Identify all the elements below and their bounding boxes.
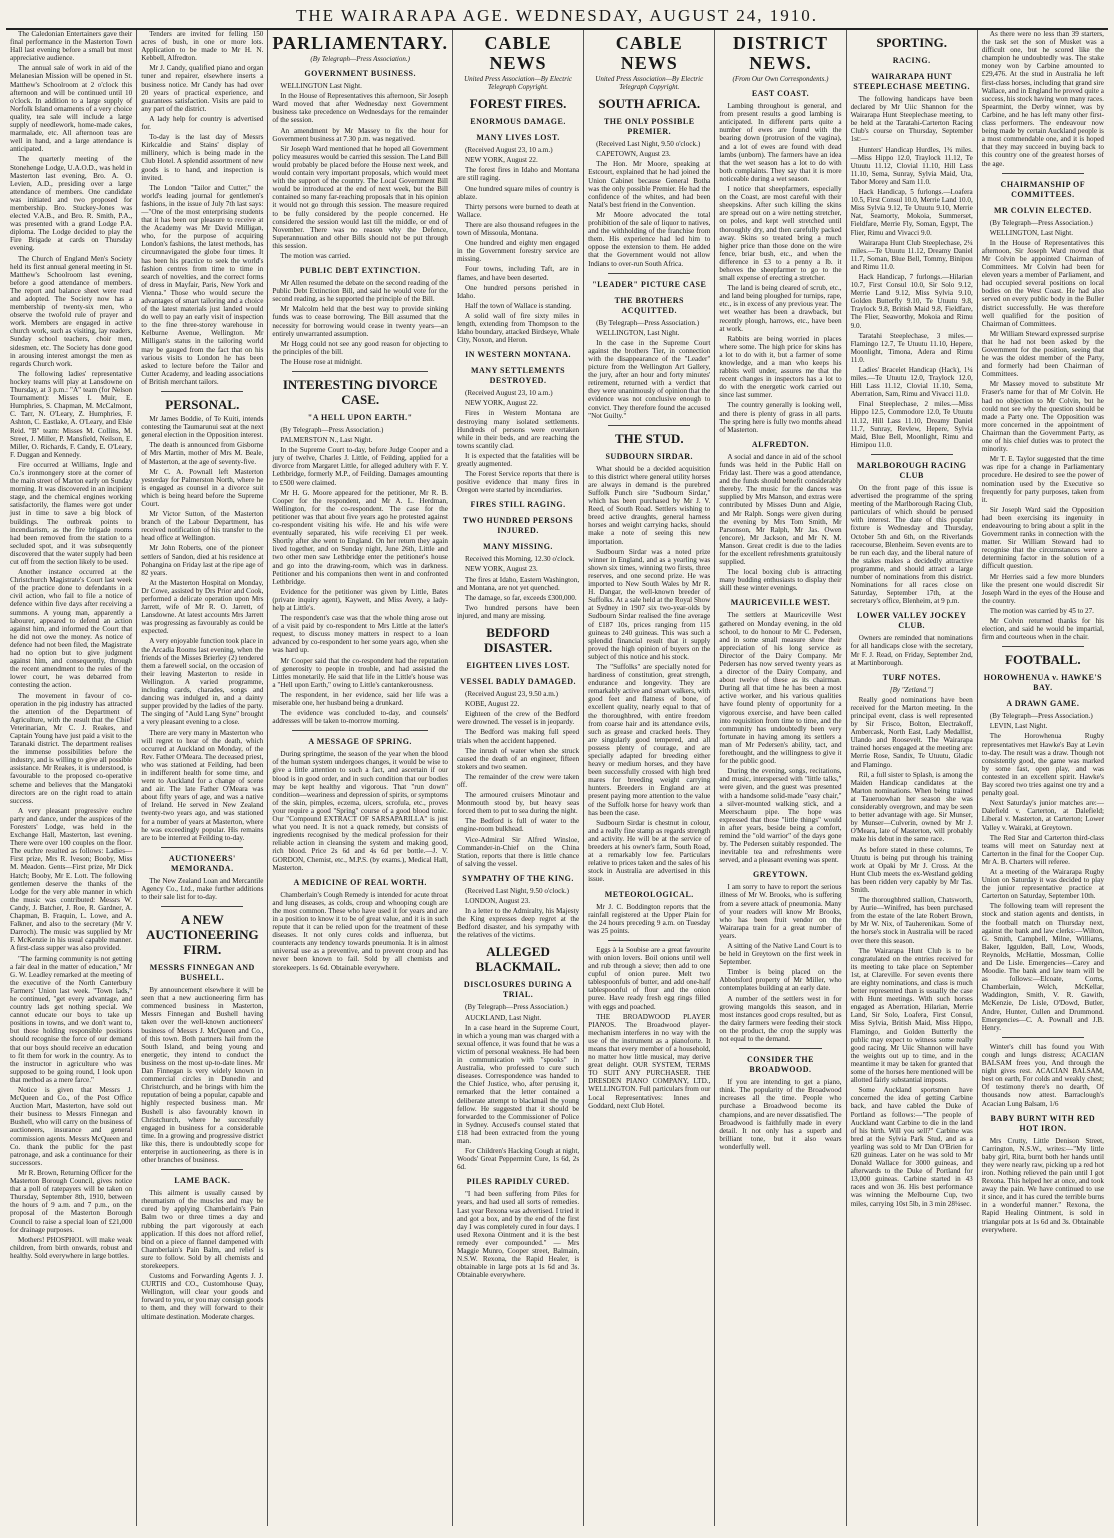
paragraph: This ailment is usually caused by rheumatism of the muscles and may be cured by applying Chamberlain's Pain Balm two or three times a day and rubbing the part vigorously at each application. If this does not afford relief, bind on a piece of flannel dampened with Chamberlain's Pain Balm, and relief is sure to follow. Sold by all chemists and storekeepers. [141, 1189, 264, 1270]
gov-heading: GOVERNMENT BUSINESS. [304, 69, 416, 79]
paragraph: NEW YORK, August 22. [464, 156, 538, 165]
lame-heading: LAME BACK. [174, 1176, 231, 1186]
marlborough-heading: MARLBOROUGH RACING CLUB [856, 460, 967, 480]
paragraph: A lady help for country is advertised for. [141, 114, 264, 132]
south-africa-paras [588, 140, 710, 267]
fire-heading: FOREST FIRES. [469, 96, 567, 112]
paragraph: Timber is being placed on the Abbotsford property of Mr Miller, who contemplates building at an early date. [719, 968, 842, 993]
stud-sub: SUDBOURN SIRDAR. [605, 451, 694, 461]
paragraph: Mr H. G. Moore appeared for the petitioner, Mr R. B. Cooper for the respondent, and Mr A. L. Herdman, Wellington, for the co-respondent. The case for the petitioner was that about five years ago he protested against co-respondent visiting his wife. He and his wife were eventually separated, his wife receiving £1 per week. Shortly after she went to England. On her return they again lived together, and on Sunday night, June 26th, Little and two other men saw Lethbridge enter the petitioner's house and go into the drawing-room, which was in darkness. Petitioner and his companions then went in and confronted Lethbridge. [272, 488, 448, 586]
paragraph: As there were no less than 39 starters, the task set the son of Musket was a difficult one, but he scored like the champion he undoubtedly was. The stake money won by Carbine amounted to £29,476. At the stud in Australia he left first-class horses, including that grand sire Wallace, and in England he proved quite a success, his stock having won many races. Spearmint, the Derby winner, was by Carbine, and he has left many other first-class performers. The endeavour now being made by certain Auckland people is a most commendable one, and it is hoped that they may succeed in buying back to this country one of the greatest horses of the age. [981, 30, 1104, 168]
paragraph: (By Telegraph—Press Association.) [989, 712, 1093, 721]
paragraph: (Received August 23, 9.50 a.m.) [464, 690, 558, 699]
stud-heading: THE STUD. [614, 430, 684, 446]
sympathy-paras [457, 887, 579, 940]
paragraph: The Hon. Mr Moore, speaking at Estcourt, explained that he had joined the Union Cabinet because General Botha was the only possible Premier. He had the confidence of the whites, and had been Natal's best friend in the Convention. [588, 160, 711, 209]
paragraph: Chamberlain's Cough Remedy is intended for acute throat and lung diseases, as colds, croup and whooping cough are the most common. These who have used it for years and are in a position to know it to be of great value, and it is in such repute that it can be relied upon for the treatment of these diseases. It not only cures colds and influenza, but counteracts any tendency towards pneumonia. It is in almost universal use as a preventive, and to prevent croup and has never been known to fail. Sold by all chemists and storekeepers. 1s 6d. Obtainable everywhere. [272, 890, 448, 972]
paragraph: Tenders are invited for felling 150 acres of bush, in one or more lots. Application to be made to Mr H. N. Kebbell, Alfredton. [141, 30, 264, 63]
column-3 [268, 30, 453, 1526]
lame-paras [141, 1189, 263, 1321]
paragraph: In a letter to the Admiralty, his Majesty the King expresses deep regret at the Bedford disaster, and his sympathy with the relatives of the victims. [456, 907, 580, 940]
paragraph: NEW YORK, August 23. [464, 565, 538, 574]
paragraph: The Caledonian Entertainers gave their final performance in the Masterton Town Hall last evening before a small but most appreciative audience. [10, 30, 133, 63]
hb-sub: A DRAWN GAME. [1006, 699, 1080, 709]
paragraph: One hundred persons perished in Idaho. [456, 283, 580, 300]
paragraph: Mr John Roberts, one of the pioneer settlers of Sandon, died at his residence at Pohangina on Friday last at the ripe age of 82 years. [141, 544, 264, 577]
paragraph: At the Masterton Hospital on Monday, Dr Cowe, assisted by Drs Prior and Cook, performed a delicate operation upon Mrs Jarrett, wife of Mr R. O. Jarrett, of Lansdowne. At latest accounts Mrs Jarrett was progressing as favourably as could be expected. [141, 578, 264, 636]
debt-heading: PUBLIC DEBT EXTINCTION. [299, 266, 421, 276]
leader-paras [588, 319, 710, 420]
paragraph: Fire occurred at Williams, Ingle and Co.'s ironmongery store at the corner of the main street of Marton early on Sunday morning. It was discovered in an incipient stage, and the chemical engines working satisfactorily, the flames were got under just in time to save a big block of buildings. The outbreak points to incendiarism, as the fire brigade rooms had been removed from the station to a secluded spot, and it was subsequently discovered that the water supply had been cut off from the section likely to be used. [10, 460, 133, 566]
col5-ads [588, 946, 710, 1110]
paragraph: A number of the settlers west in for growing mangolds this season, and in most instances good crops resulted, but as the dairy farmers were feeding their stock on the product, the crop the supply was not equal to the demand. [719, 994, 842, 1044]
paragraph: (Received Last Night, 9.50 o'clock.) [596, 140, 701, 149]
paragraph: Another instance occurred at the Christchurch Magistrate's Court last week of the practice done to defendants in a civil action, who fail to file a notice of defence within five days after receiving a summons. A young man, apparently a labourer, appeared to defend an action against him, and informed the Court that he did not owe the money. As notice of defence had not been filed, the Magistrate had no option but to give judgment against him, and consequently, through the recent amendment to the rules of the lower court, he was debarred from contesting the action. [10, 568, 133, 690]
montana-sub: MANY SETTLEMENTS DESTROYED. [470, 366, 566, 386]
paragraph: LEVIN, Last Night. [989, 722, 1048, 731]
paragraph: The "Suffolks" are specially noted for hardiness of constitution, great strength, endurance and longevity. They are remarkably active and smart walkers, with good feet and flatness of bone, of excellent quality, nearly equal to that of the thoroughbred, with entire freedom from coarse hair and its attendance evils, such as grease and cracked heels. They are singularly good tempered, and all possess plenty of courage, and are specially adapted for breeding either heavy or medium horses, and they have been successfully crossed with high bred mares for breeding weight carrying hunters. Breeders in England are at present paying more attention to the value of the Suffolk horse for heavy work than has been the case. [588, 662, 711, 817]
football-heading: FOOTBALL. [1005, 652, 1081, 668]
paragraph: The country generally is looking well, and there is plenty of grass in all parts. The spring here is fully two months ahead of Masterton. [719, 401, 842, 434]
turf-paras [851, 696, 973, 1208]
paragraph: A social and dance in aid of the school funds was held in the Public Hall on Friday last. There was a good attendance, and the funds should benefit considerably thereby. The music for the dances was supplied by Mrs Manson, and extras were contributed by Misses Dunn and Algie, and Mr Ralph. Songs were given during the evening by Mrs Tom Smith, Mr Parsonson, Mr Ralph, Mr Jas. Owen (encore), Mr Jackson, and Mr N. M. Manson. Great credit is due to the ladies for the excellent refreshments gratuitously supplied. [719, 452, 842, 567]
heal-paras [272, 891, 448, 972]
paragraph: In the House of Representatives this afternoon, Sir Joseph Ward moved that after Wednesday next Government business take precedence on Wednesdays for the remainder of the session. [272, 92, 448, 125]
paragraph: Half the town of Wallace is standing. [464, 301, 572, 310]
paragraph: Mr Moore advocated the total prohibition of the sale of liquor to natives, and the withholding of the franchise from them. His experience had led him to oppose the extension to them. He added that the Government would not allow Indians to over-run South Africa. [588, 210, 711, 268]
paragraph: There are also thousand refugees in the town of Missoula, Montana. [456, 220, 580, 238]
paragraph: The Bedford was making full speed trials when the accident happened. [456, 728, 580, 745]
paragraph: Notice is given that Messrs J. McQueen and Co., of the Post Office Auction Mart, Masterton, have sold out their business to Messrs Finnegan and Bushell, who will carry on the business of auctioneers, insurance and general commission agents. Messrs McQueen and Co. thank the public for the past patronage, and ask a continuance for their successors. [10, 1086, 133, 1167]
paragraph: A solid wall of fire sixty miles in length, extending from Thompson to the Idaho boundary, attacked Birdseye, Whale City, Noxon, and Heron. [456, 311, 580, 345]
sporting-heading: SPORTING. [876, 35, 948, 50]
blackmail-sub: DISCLOSURES DURING A TRIAL. [463, 980, 573, 1000]
paragraph: One hundred and eighty men engaged in the Government forestry service are missing. [456, 239, 580, 264]
district-news-heading: DISTRICT NEWS. [732, 33, 828, 73]
marlborough-paras [851, 484, 973, 605]
column-2 [137, 30, 268, 1526]
parliamentary-heading: PARLIAMENTARY. [272, 33, 448, 53]
baby-paras [982, 1137, 1104, 1234]
paragraph: Really good nominations have been received for the Marton meeting. In the principal event, class is well represented by Sir Frisco, Bolton, Electrakoff, Ambercask, North East, Lady Medallist, Ulando and Roosevelt. The Wairarapa trained horses engaged at the meeting are: Merrie Rose, Sandix, Te Utuutu, Gladic and Flamingo. [850, 695, 973, 769]
paragraph: Mr Massey moved to substitute Mr Fraser's name for that of Mr Colvin. He had no objection to Mr Colvin, but he could not see why the question should be made a Party one. The Opposition was more concerned in the appointment of Chairman than the Government Party, as one of his chief duties was to protect the minority. [981, 380, 1104, 454]
paragraph: WELLINGTON, Last Night. [989, 228, 1074, 237]
cable-news-heading: CABLE NEWS [484, 33, 552, 73]
greytown-paras [719, 883, 841, 1043]
paragraph: What should be a decided acquisition to this district where general utility horses are always in demand is the purebred Suffolk Punch sire "Sudbourn Sirdar," which has been purchased by Mr J. V. Reed, of South Road. Settlers wishing to breed active draughts, general harness horses and weight carrying hacks, should make a note of seeing this new importation. [588, 464, 711, 546]
paragraph: Mr Cooper said that the co-respondent had the reputation of generosity to people in trouble, and had assisted the Littles monetarily. He said that life in the Little's house was a "Hell upon Earth," owing to Little's cantankerousness. [272, 656, 448, 689]
paragraph: The damage, so far, exceeds £300,000. [464, 593, 577, 602]
leader-sub: THE BROTHERS ACQUITTED. [614, 295, 684, 315]
paragraph: The settlers at Mauriceville West gathered on Monday evening, in the old school, to do honour to Mr C. Pedersen, and in some small measure show their appreciation of his long service as Director of the Dairy Company. Mr Pedersen has now served twenty years as a director of the Dairy Company, and about twelve of these as its chairman. During all that time he has been a most active worker, and his various qualities have found plenty of opportunity for a vigorous exercise, and have been called into requisition from time to time, and the community has undoubtedly been very fortunate in having among its settlers a man of Mr Pedersen's ability, tact, and forethought, and the willingness to give it for the public good. [719, 611, 842, 766]
paragraph: If you are intending to get a piano, think. The popularity of the Broadwood increases all the time. People who purchase a Broadwood become its champions, and are never dissatisfied. The Broadwood is faithfully made in every detail. It not only has a superb and brilliant tone, but it also wears wonderfully well. [719, 1078, 842, 1151]
parliamentary-sub: (By Telegraph—Press Association.) [310, 55, 410, 63]
paragraph: Mr Allen resumed the debate on the second reading of the Public Debt Extinction Bill, and said he would vote for the second reading, as he supported the principle of the Bill. [272, 279, 448, 304]
divorce-sub: "A HELL UPON EARTH." [307, 413, 413, 422]
paragraph: Mr Herries said a few more blunders like the present one would discredit Sir Joseph Ward in the eyes of the House and the country. [981, 572, 1104, 605]
paragraph: A very pleasant progressive euchre party and dance, under the auspices of the Foresters' Lodge, was held in the Exchange Hall, Masterton, last evening. There were over 100 couples on the floor. The euchre resulted as follows: Ladies—First prize, Mrs R. Iveson; Booby, Miss M. Meadon. Gents—First prize, Mr Dick Hatch; Booby, Mr E. Lott. The following gentlemen deserve the thanks of the Lodge for the very able manner in which the music was contributed: Messrs W. Candy, J. Batcher, J. Roe, R. Gardner, A. Chapman, B. Fraquin, L. Lowe, and A. Falkner, and also to the secretary (Mr V. Darroch). The music was supplied by Mr F. McKenzie in his usual capable manner. A first-class supper was also provided. [10, 806, 133, 953]
paragraph: Lambing throughout is general, and from present results a good lambing is anticipated. In different parts quite a number of ewes are found with the bearing down (protrusion of the vagina), and a lot of ewes are found with dead lambs (unborn). The farmers have an idea that the wet season has a lot to do with both complaints. They say that it is more noticeable during a wet season. [719, 102, 842, 183]
paragraph: Fires in Western Montana are destroying many isolated settlements. Hundreds of persons were overtaken while in their beds, and are reaching the towns scantily clad. [456, 409, 580, 450]
paragraph: Ladies' Bracelet Handicap (Hack), 1¼ miles.—Te Utuutu 12.0, Traylock 12.0, Hill Lass 11.12, Clovial 11.10, Sema, Aberration, Sam, Rimu and Vivacci 11.0. [850, 366, 973, 399]
paragraph: Mr Hogg could not see any good reason for objecting to the principles of the bill. [272, 339, 448, 356]
paragraph: Customs and Forwarding Agents J. J. CURTIS and CO., Customhouse Quay, Wellington, will clear your goods and forward to you, or you may consign goods to them, and they will forward to their ultimate destination. Moderate charges. [141, 1272, 264, 1321]
still-heading: FIRES STILL RAGING. [470, 500, 566, 510]
paragraph: The local boxing club is attracting many budding enthusiasts to display their skill these winter evenings. [719, 568, 842, 593]
still-sub2: MANY MISSING. [483, 542, 553, 552]
column-5 [584, 30, 715, 1526]
paragraph: Mr J. C. Boddington reports that the rainfall registered at the Upper Plain for the 24 hours preceding 9 a.m. on Tuesday was 25 points. [588, 902, 711, 935]
paragraph: WELLINGTON, Last Night. [596, 328, 680, 337]
bedford-heading: BEDFORD DISASTER. [483, 625, 553, 656]
paragraph: Mr Victor Sutton, of the Masterton branch of the Labour Department, has received notification of his transfer to the head office at Wellington. [141, 510, 264, 543]
east-coast-paras [719, 102, 841, 434]
east-coast-heading: EAST COAST. [751, 89, 810, 99]
paragraph: Two hundred persons have been injured, and many are missing. [456, 603, 580, 620]
paragraph: WELLINGTON Last Night. [280, 82, 362, 91]
paragraph: Sudbourn Sirdar is chestnut in colour, and a really fine stamp as regards strength and activity. He will be at the service of breeders at his owner's farm, South Road, at a remarkably low fee. Particulars relative to prices taken and the sales of his stock in Australia are advertised in this issue. [588, 818, 711, 884]
paragraph: AUCKLAND, Last Night. [464, 1013, 542, 1022]
paragraph: Mr J. Candy, qualified piano and organ tuner and repairer, elsewhere inserts a business notice. Mr Candy has had over 20 years of practical experience, and guarantees satisfaction. Visits are paid to any part of the district. [141, 64, 264, 113]
piles-paras [457, 1190, 579, 1279]
column-4 [453, 30, 584, 1526]
paragraph: Mr Colvin returned thanks for his election, and said he would be impartial, firm and courteous when in the chair. [981, 617, 1104, 642]
paragraph: Rabbits are being worried in places where some. The high price for skins has a lot to do with it, but a farmer of some knowledge, and a man who keeps his rabbits well under, assures me that the recent changes in inspectors has a lot to do with the energetic work carried out since last summer. [719, 334, 842, 400]
blackmail-paras [457, 1003, 579, 1171]
paragraph: The London "Tailor and Cutter," the world's leading journal for gentlemen's fashions, in the issue of July 7th last says:—"One of the most enterprising students that it has been our pleasure to receive at the Academy was Mr David Milligan, who, for the purpose of acquiring London's fashions, the latest methods, has circumnavigated the globe four times. It has been his practice to seek the world's fashion centres from time to time in search of novelties, and the correct forms of dress in Mayfair, Paris, New York and Vienna." Those who would secure the advantages of smart tailoring and a choice of the latest materials just landed would do well to pay an early visit of inspection to the fine three-storey warehouse in Kelburne Avenue, Wellington. Mr Milligan's status in the tailoring world may be gauged from the fact that on his various visits to London he has been asked to lecture before the Tailor and Cutter Academy, and leading associations of British merchant tailors. [141, 183, 264, 386]
paragraph: Some Auckland sportsmen have concerned the idea of getting Carbine back, and have cabled the Duke of Portland as follows:—"The people of Auckland want Carbine to die in the land of his birth. Will you sell?" Carbine was bred at the Sylvia Park Stud, and as a yearling was sold to Mr Dan O'Brien for 620 guineas. Later on he was sold to Mr Donald Wallace for 3000 guineas, and afterwards to the Duke of Portland for 13,000 guineas. Carbine started in 43 races and won 36. His best performance was winning the Melbourne Cup, two miles, carrying 10st 5lb, in 3 min 28¼sec. [850, 1086, 973, 1208]
still-paras [457, 555, 579, 620]
paragraph: Sir Joseph Ward mentioned that he hoped all Government policy measures would be carried this session. The Land Bill would probably be placed before the House next week, and would contain very important proposals, which would meet with the support of the country. The Local Government Bill would be introduced at the end of next week, but the Bill contained so many far-reaching proposals that in his opinion it would not go through this session. The measure required to be fully considered by the people concerned. He considered the session would last till the middle, or end of November. There was no reason why the Defence, Superannuation and other Bills should not be put through this session. [272, 144, 448, 250]
paragraph: Mrs Crutty, Little Denison Street, Carrington, N.S.W., writes:—"My little baby girl, Rita, burnt both her hands until they were nearly raw, picking up a red hot iron. Nothing relieved the pain until I got Rexona. This helped her at once, and took away the pain. We have continued to use it since, and it has cured the terrible burns in a wonderful manner." Rexona, the Rapid Healing Ointment, is sold in triangular pots at 1s 6d and 3s. Obtainable everywhere. [981, 1136, 1104, 1234]
paragraph: The fires at Idaho, Eastern Washington, and Montana, are not yet quenched. [456, 575, 580, 592]
south-africa-heading: SOUTH AFRICA. [598, 96, 701, 112]
cable-news-sub: United Press Association—By Electric Telegraph Copyright. [464, 75, 572, 92]
paragraph: LONDON, August 23. [464, 897, 531, 905]
paragraph: The following ladies' representative hockey teams will play at Lansdowne on Thursday, at 3 p.m.: "A" team (for Nelson Tournament): Misses I. Muir, E. Humphries, S. Chapman, M. McCalmont, C. Tarr, N. O'Leary, Z. Humphries, F. Ashton, C. Eastlake, A. O'Leary, and Elsie Reid. "B" team: Misses M. Collins, M. Street, J. Miller, P. Mansfield, Neilson, E. Miller, O. Richards, F. Candy, E. O'Leary, F. Duggan and Kennedy. [10, 369, 133, 459]
paragraph: The Forest Service reports that there is positive evidence that many fires in Oregon were started by incendiaries. [456, 470, 580, 495]
chair-sub: MR COLVIN ELECTED. [993, 205, 1092, 215]
paragraph: The movement in favour of co-operation in the pig industry has attracted the attention of the Department of Agriculture, with the result that the Chief Veterinarian, Mr C. J. Reakes, and Captain Young have just paid a visit to the Taranaki district. The department realises the immense possibilities before the industry, and is willing to give all possible assistance. Mr Reakes, it is understood, is favourable to the proposed co-operative scheme and believes that the Mangatoki directors are on the right road to attain success. [10, 691, 133, 805]
paragraph: Vice-Admiral Sir Alfred Winsloe, Commander-in-Chief on the China Station, reports that there is little chance of salving the vessel. [456, 835, 580, 868]
paragraph: PALMERSTON N., Last Night. [280, 436, 373, 445]
paragraph: Next Saturday's junior matches are:—Dalefield v. Carterton, at Dalefield; Liberal v. Masterton, at Carterton; Lower Valley v. Wairaki, at Greytown. [981, 799, 1104, 832]
paragraph: Eighteen of the crew of the Bedford were drowned. The vessel is in jeopardy. [456, 710, 580, 727]
auct-paras [141, 877, 263, 901]
montana-paras [457, 389, 579, 494]
hb-paras [982, 712, 1104, 1032]
cable-news-heading-2: CABLE NEWS [615, 33, 683, 73]
paragraph: (By Telegraph—Press Association.) [464, 1003, 568, 1012]
hb-heading: HOROWHENUA v. HAWKE'S BAY. [983, 673, 1103, 693]
paragraph: The following handicaps have been declared by Mr Uiic Shannon for the Wairarapa Hunt Steeplechase meeting, to be held at the Taratahi-Carterton Racing Club's course on Thursday, September 1st:— [850, 95, 973, 144]
paragraph: In a case heard in the Supreme Court, in which a young man was charged with a sexual offence, it was found that he was a victim of personal weakness. He had been in communication with "spooks" in Australia, who professed to cure such diseases. Correspondence was handed to the Chief Justice, who, after perusing it, remarked that the letter contained a deliberate attempt to blackmail the young fellow. He suggested that it should be forwarded to the Commissioner of Police in Sydney. Accused's counsel stated that £18 had been extracted from the young man. [456, 1023, 580, 1145]
cable-news-sub-2: United Press Association—By Electric Telegraph Copyright. [595, 75, 704, 92]
column-1 [6, 30, 137, 1526]
racing-heading: RACING. [892, 56, 931, 65]
debt-paras [272, 279, 448, 366]
col1-paras [10, 30, 132, 1260]
mauriceville-paras [719, 611, 841, 864]
paragraph: An amendment by Mr Massey to fix the hour for Government business at 7.30 p.m. was negatived. [272, 126, 448, 143]
baby-heading: BABY BURNT WITH RED HOT IRON. [990, 1113, 1096, 1133]
paragraph: THE BROADWOOD PLAYER PIANOS. The Broadwood player-mechanism interferes in no way with the use of the instrument as a pianoforte. It means that every member of a household, no matter how little musical, may derive great delight. OUR SYSTEM, TERMS TO SUIT ANY PURCHASER. THE DRESDEN PIANO COMPANY, LTD., WELLINGTON. Full particulars from our Local Representatives: Innes and Goddard, next Club Hotel. [588, 1012, 711, 1110]
still-sub: TWO HUNDRED PERSONS INJURED. [462, 516, 574, 536]
personal-heading: PERSONAL. [165, 397, 240, 413]
paragraph: The remainder of the crew were taken off. [456, 772, 580, 789]
paragraph: As before stated in these columns, Te Utuutu is being put through his training work at Opaki by Mr J. Cross. At the Hunt Club meets the ex-Westland gelding has been ridden very capably by Mr Tas. Smith. [850, 845, 973, 894]
paragraph: (By Telegraph—Press Association.) [280, 426, 384, 434]
paragraph: In the House of Representatives this afternoon, Sir Joseph Ward moved that Mr Colvin be appointed Chairman of Committees. Mr Colvin had been for eleven years a member of Parliament, and had occupied several positions on local bodies on the West Coast. He had also served on every public body in the Buller district successfully. He was therefore well qualified for the position of Chairman of Committees. [981, 238, 1104, 328]
greytown-heading: GREYTOWN. [753, 870, 808, 880]
paragraph: The annual sale of work in aid of the Melanesian Mission will be opened in St. Matthew's Schoolroom at 2 o'clock this afternoon and will be continued until 10 o'clock. In addition to a large supply of Norfolk Island ornaments of a very choice quality, tea sale will include a large supply of needlework, home-made cakes, marmalade, etc. All afternoon teas are well in hand, and a large attendance is anticipated. [10, 64, 133, 154]
paragraph: I am sorry to have to report the serious illness of Mr W. Brooks, who is suffering from a severe attack of pneumonia. Many of your readers will know Mr Brooks, who has been fruit vendor on the Wairarapa train for a great number of years. [719, 883, 842, 940]
lower-valley-heading: LOWER VALLEY JOCKEY CLUB. [856, 611, 967, 631]
paragraph: Mr William Steward expressed surprise that he had not been asked by the Government for the position, seeing that he was the oldest member of the Party, and formerly had been Chairman of Committees. [981, 329, 1104, 379]
chair-paras [982, 219, 1104, 642]
paragraph: (Received Last Night, 9.50 o'clock.) [464, 886, 570, 895]
spring-heading: A MESSAGE OF SPRING. [308, 737, 412, 747]
montana-heading: IN WESTERN MONTANA. [465, 350, 571, 360]
heal-heading: A MEDICINE OF REAL WORTH. [293, 877, 427, 887]
paragraph: Thirty persons were burned to death at Wallace. [456, 202, 580, 219]
paragraph: The Horowhenua Rugby representatives met Hawke's Bay at Levin to-day. The result was a draw. Though not consistently good, the game was marked by some fast, open play, and was contested in an excellent spirit. Hawke's Bay scored two tries against one try and a penalty goal. [981, 732, 1104, 798]
paragraph: Mr R. Brown, Returning Officer for the Masterton Borough Council, gives notice that a poll of ratepayers will be taken on Thursday, September 8th, 1910, between the hours of 9 a.m. and 7 p.m., on the proposal of the Masterton Borough Council to raise a special loan of £21,000 for drainage purposes. [10, 1168, 133, 1234]
paragraph: One hundred square miles of country is ablaze. [456, 184, 580, 201]
sympathy-heading: SYMPATHY OF THE KING. [462, 873, 574, 883]
paragraph: Mr James Boddie, of Te Kuiti, intends contesting the Taumarunui seat at the next general election in the Opposition interest. [141, 415, 264, 440]
broadwood-heading: CONSIDER THE BROADWOOD. [746, 1055, 814, 1075]
paragraph: The quarterly meeting of the Stonehenge Lodge, U.A.O.D., was held in Masterton last evening, Bro. A. O. Levien, A.D., presiding over a large attendance of members. One candidate was initiated and two proposed for membership. Bro. Stuckey-Jones was elected V.A.B., and Bro. R. Smith, P.A., was presented with a grand Lodge P.A. diploma. The Lodge decided to play the Fire Brigade at cards on Thursday evening. [10, 155, 133, 253]
paragraph: KOBE, August 22. [464, 700, 520, 709]
broadwood-paras [719, 1078, 841, 1151]
firm-paras [141, 986, 263, 1164]
paragraph: (Received August 23, 10 a.m.) [464, 389, 553, 398]
paragraph: Eggs à la Soubise are a great favourite with onion lovers. Boil onions until well and rub through a sieve; then add to one cupful of onion puree. Melt two tablespoonfuls of butter, and add one-half tablespoonful of flour and the onion puree. Have ready fresh egg rings filled with eggs and poached. [588, 945, 711, 1011]
paragraph: Hunters' Handicap Hurdles, 1¾ miles.—Miss Hippo 12.0, Traylock 11.12, Te Utuutu 11.12, Clovial 11.10, Hill Lass 11.10, Sema, Sunray, Sylvia Maid, Uta, Tabor Morey and Sam 11.0. [850, 145, 973, 186]
paragraph: On the front page of this issue is advertised the programme of the spring meeting of the Marlborough Racing Club, particulars of which should be perused with interest. The date of this popular fixture is Wednesday and Thursday, October 5th and 6th, on the Riverlands racecourse, Blenheim. Seven events are to be run each day, and the liberal nature of the stakes makes a decidedly attractive programme, and should attract a large number of nominations from this district. Nominations for all races close on Saturday, September 17th, at the secretary's office, Blenheim, at 9 p.m. [850, 483, 973, 606]
divorce-paras [272, 426, 448, 725]
bedford-sub: EIGHTEEN LIVES LOST. [466, 661, 570, 671]
paragraph: It is expected that the fatalities will be greatly augmented. [456, 451, 580, 468]
south-africa-sub: THE ONLY POSSIBLE PREMIER. [603, 117, 695, 137]
paragraph: During the evening, songs, recitations, and music, interspersed with "little talks," were given, and the guest was presented with a handsome solid-made "easy chair," a silver-mounted walking stick, and a Meerschaum pipe. The hope was expressed that those "little things" would in after years, beside being a comfort, remind the "old warrior" of the days gone by. The Pedersen suitably responded. The inevitable tea and refreshments were served, and a pleasant evening was spent. [719, 767, 842, 865]
paragraph: Sir Joseph Ward said the Opposition had been exercising its ingenuity in endeavouring to bring about a split in the Government ranks in connection with the matter. Sir William Steward had to recognise that the circumstances were a determining factor in the solution of a difficult question. [981, 505, 1104, 571]
paragraph: Mr T. E. Taylor suggested that the time was ripe for a change in Parliamentary procedure. He desired to see the power of nomination used by the Executive so frequently for party purposes, taken from it. [981, 455, 1104, 504]
met-paras [588, 903, 710, 935]
paragraph: The death is announced from Gisborne of Mrs Martin, mother of Mrs M. Beale, of Masterton, at the age of seventy-five. [141, 441, 264, 466]
met-heading: METEOROLOGICAL. [604, 889, 694, 899]
piles-heading: PILES RAPIDLY CURED. [466, 1177, 570, 1187]
paragraph: CAPETOWN, August 23. [596, 150, 671, 159]
paragraph: The Bedford is full of water to the engine-room bulkhead. [456, 817, 580, 834]
mauriceville-heading: MAURICEVILLE WEST. [730, 598, 831, 608]
turf-heading: TURF NOTES. [882, 672, 941, 682]
column-7 [847, 30, 978, 1526]
paragraph: Winter's chill has found you With cough and lungs distress; ACACIAN BALSAM frees you, And through the night gives rest. ACACIAN BALSAM, best on earth, For colds and weakly chest; Of testimony there's no dearth, Of thousands now attest. Barraclough's Acacian Lung Balsam, 1/6 [981, 1042, 1104, 1108]
firm-heading: A NEW AUCTIONEERING FIRM. [145, 912, 259, 958]
paragraph: The motion was carried. [280, 251, 351, 260]
paragraph: Owners are reminded that nominations for all handicaps close with the secretary, Mr F. J. Read, on Friday, September 2nd, at Martinborough. [850, 634, 973, 667]
paragraph: The following team will represent the stock and station agents and dentists, in the football match on Thursday next, against the bank and law clerks:—Wilton, G. Smith, Campbell, Milne, Williams, Baker, Iggulden, Ball, Low, Woods, Reynolds, McHattie, Mossman, Collie and De Lisle. Emergencies—Carey and Moodie. The bank and law team will be as follows:—Elcoate, Corns, Chamberlain, Welch, McKellar, Waddington, Smith, V. R. Gawith, McKenzie, De Lisle, O'Dowd, Butler, Andre, Hunter, Cullen and Drummond. Emergencies—C. A. Pownall and J.B. Henry. [981, 902, 1104, 1032]
district-news-sub: (From Our Own Correspondents.) [732, 75, 829, 83]
paragraph: Wairarapa Hunt Club Steeplechase, 2¼ miles.—Te Utuutu 11.12, Dreamy Daniel 11.7, Soman, Blue Bell, Tommy, Binipou and Rimu 11.0. [850, 238, 973, 271]
paragraph: The forest fires in Idaho and Montana are still raging. [456, 166, 580, 183]
masthead: THE WAIRARAPA AGE. WEDNESDAY, AUGUST 24, 1910. [6, 4, 1108, 30]
col8-top [982, 30, 1104, 168]
column-6 [715, 30, 846, 1526]
paragraph: Four towns, including Taft, are in flames, and have been deserted. [456, 265, 580, 282]
paragraph: (Received August 23, 10 a.m.) [464, 146, 553, 155]
paragraph: Final Steeplechase, 2 miles.—Miss Hippo 12.5, Commodore 12.0, Te Utuutu 11.12, Hill Lass 11.10, Dreamy Daniel 11.7, Sunray, Revlew, Hepere, Sylvia Maid, Blue Bell, Moonlight, Rimu and Himipou 11.0. [850, 400, 973, 449]
paragraph: "The farming community is not getting a fair deal in the matter of education," Mr G. W. Leadley remarked at the meeting of the executive of the North Canterbury Farmers' Union last week. "Town lads," he continued, "get every advantage, and country lads get nothing special. We cannot educate our boys to take up positions in towns, and we don't want to, but those holding responsible positions should recognise the force of our demand that our boys should receive an education to fit them for work in the country. As to the instructor in agriculture who was supposed to be going round, I look upon that method as a mere farce." [10, 954, 133, 1084]
paragraph: Received this Morning, 12.30 o'clock. [464, 555, 575, 564]
paragraph: Hack Handicap, 7 furlongs.—Hilarian 10.7, First Consul 10.0, Sir Solo 9.12, Merrie Land 9.12, Miss Sylvia 9.10, Golden Butterfly 9.10, Te Utuutu 9.8, Traylock 9.8, British Maid 9.8, Fieldfare, The Flier, Seaworthy, Mokoia and Rimu 9.0. [850, 272, 973, 330]
paragraph: Ril, a full sister to Splash, is among the Maiden Handicap candidates at the Marton nominations. When being trained at Taueruowhan her season she was considerably overgrown, and may be seen to better advantage with age. Sir Munser, by Munser—Culverin, owned by Mr J. O'Meara, late of Masterton, will probably make his debut in the same race. [850, 770, 973, 844]
paragraph: Taratahi Steeplechase, 3 miles.—Flamingo 12.7, Te Utuutu 11.10, Hepere, Moonlight, Timona, Adera and Rimu 11.0. [850, 331, 973, 364]
newspaper-page [6, 4, 1108, 1530]
lower-valley-paras [851, 634, 973, 666]
paragraph: For Children's Hacking Cough at night, Woods' Great Peppermint Cure, 1s 6d, 2s 6d. [456, 1147, 580, 1172]
col2-paras [141, 30, 263, 386]
alfredton-paras [719, 453, 841, 593]
paragraph: Evidence for the petitioner was given by Little, Bates (private inquiry agent), Kaywett, and Miss Avery, a lady-help at Little's. [272, 587, 448, 612]
paragraph: There are very many in Masterton who will regret to hear of the death, which occurred at Auckland on Monday, of the Rev. Father O'Meara. The deceased priest, who was stationed at Feilding, had been in indifferent health for some time, and went to Auckland for a change of scene and air. The late Father O'Meara was about fifty years of age, and was a native of Ireland. He served in New Zealand twenty-two years ago, and was stationed for a number of years at Masterton, where he was exceedingly popular. His remains are to be interred at Feilding to-day. [141, 728, 264, 842]
paragraph: During springtime, the season of the year when the blood of the human system undergoes changes, it would be wise to give a little attention to such a fact, and ascertain if our blood is in good order, and in such condition that our bodies may be kept healthy and vigorous. That "run down" condition—weariness and depression of spirits, or symptoms of the skin, pimples, eczema, ulcers, scrofula, etc., proves your require a good "Spring" course of a good blood tonic. Our "Compound EXTRACT OF SARSAPARILLA" is just what you need. It is not a quack remedy, but consists of ingredients recognised by the medical profession for their reliable action in cleansing the system and making good, rich blood. Price 2s 6d and 4s 6d per bottle.—J. V. GORDON, Chemist, etc., M.P.S. (by exams.), Medical Hall, Masterton. [272, 750, 448, 872]
paragraph: A very enjoyable function took place in the Arcadia Rooms last evening, when the friends of the Misses Brierley (2) tendered them a farewell social, on the occasion of their leaving Masterton to reside in Wellington. A varied programme, including cards, charades, songs and dancing was indulged in, and a dainty supper provided by the ladies of the party. The singing of "Auld Lang Syne" brought a very pleasant evening to a close. [141, 637, 264, 727]
stud-paras [588, 465, 710, 884]
paragraph: The Red Star and Carterton third-class teams will meet on Saturday next at Carterton in the final for the Cooper Cup. Mr A. B. Charters will referee. [981, 833, 1104, 866]
paragraph: The Wairarapa Hunt Club is to be congratulated on the entries received for its meeting to take place on September 1st, at Clareville. For seven events there are eighty nominations, and class is much better represented than is usually the case with Hunt meetings. With such horses engaged as Aberration, Hilarian, Merrie Land, Sir Solo, Loafera, First Consul, Miss Sylvia, British Maid, Miss Hippo, Flamingo, and Golden Butterfly the public may expect to witness some really good racing. Mr Uiic Shannon will have the weights out up to time, and in the meantime it may be taken for granted that some of the horses here mentioned will be allotted fairly substantial imposts. [850, 946, 973, 1085]
paragraph: The evidence was concluded to-day, and counsels' addresses will be taken to-morrow morning. [272, 709, 448, 726]
paragraph: To-day is the last day of Messrs Kirkcaldie and Stains' display of millinery, which is being made in the Club Hotel. A splendid assortment of new goods is to hand, and inspection is invited. [141, 133, 264, 182]
paragraph: The New Zealand Loan and Mercantile Agency Co., Ltd., make further additions to their sale list for to-day. [141, 876, 264, 901]
fire-sub2: MANY LIVES LOST. [476, 133, 560, 143]
paragraph: In the Supreme Court to-day, before Judge Cooper and a jury of twelve, Charles J. Little, of Feilding, applied for a divorce from Margaret Little, for alleged adultery with F. Y. Lethbridge, formerly M.P., of Feilding. Damages amounting to £500 were claimed. [272, 446, 448, 487]
paragraph: (By Telegraph—Press Association.) [596, 318, 700, 327]
divorce-heading: INTERESTING DIVORCE CASE. [282, 377, 438, 407]
paragraph: "I had been suffering from Piles for years, and had used all sorts of remedies. Last year Rexona was advertised. I tried it and got a box, and by the end of the first day I was completely cured in four days. I used Rexona Ointment and it is the best remedy ever compounded." — Mrs Maggie Munro, Cooper street, Balmain, N.S.W. Rexona, the Rapid Healer, is obtainable in large pots at 1s 6d and 3s. Obtainable everywhere. [456, 1190, 580, 1280]
column-8 [978, 30, 1108, 1526]
paragraph: Mr Malcolm held that the best way to provide sinking funds was to cease borrowing. The Bill assumed that the necessity for borrowing would cease in twenty years—an entirely unwarranted assumption. [272, 305, 448, 338]
paragraph: The inrush of water when she struck caused the death of an engineer, fifteen stokers and two seamen. [456, 746, 580, 771]
paragraph: The thoroughbred stallion, Chatsworth, by Aurie—Winifred, has been purchased from the estate of the late Robert Brown, by Mr W. Nix, of Tauherenikau. Some of the horse's stock in Australia will be raced over there this season. [850, 896, 973, 945]
paragraph: (By Telegraph—Press Association.) [989, 218, 1093, 227]
paragraph: In the case in the Supreme Court against the brothers Tier, in connection with the disappearance of the "Leader" picture from the Wellington Art Gallery, the jury, after an hour and forty minutes' retirement, returned with a verdict that they were unanimously of opinion that the evidence was not conclusive enough to convict. They therefore found the accused "Not Guilty." [588, 338, 711, 420]
bedford-paras [457, 690, 579, 868]
paragraph: The House rose at midnight. [280, 357, 363, 366]
paragraph: Mothers! PHOSPHOL will make weak children, from birth onwards, robust and healthy. Sold everywhere in large bottles. [10, 1235, 133, 1260]
chair-heading: CHAIRMANSHIP OF COMMITTEES. [1000, 179, 1086, 199]
leader-heading: "LEADER" PICTURE CASE [592, 279, 707, 289]
spring-paras [272, 750, 448, 871]
fire-paras [457, 146, 579, 344]
blackmail-heading: ALLEGED BLACKMAIL. [475, 944, 561, 975]
wh-paras [851, 95, 973, 449]
fire-sub1: ENORMOUS DAMAGE. [470, 117, 566, 127]
firm-subheading: MESSRS FINNEGAN AND BUSHELL. [149, 963, 255, 983]
paragraph: The respondent's case was that the whole thing arose out of a visit paid by co-respondent to Mrs Little at the latter's request, to discuss money matters in respect to a loan advanced by co-respondent to her some years ago, when she was hard up. [272, 614, 448, 655]
paragraph: NEW YORK, August 22. [464, 399, 538, 408]
paragraph: At a meeting of the Wairarapa Rugby Union on Saturday it was decided to play the junior representative practice at Carterton on Saturday, September 10th. [981, 867, 1104, 901]
paragraph: Mr C. A. Pownall left Masterton yesterday for Palmerston North, where he is engaged as counsel in a divorce suit which is being heard before the Supreme Court. [141, 467, 264, 508]
acacia-ad [982, 1043, 1104, 1108]
alfredton-heading: ALFREDTON. [751, 439, 809, 449]
paragraph: A sitting of the Native Land Court is to be held in Greytown on the first week in September. [719, 942, 842, 967]
paragraph: The land is being cleared of scrub, etc., and land being ploughed for turnips, rape, etc., is in excess of any previous year. The wet weather has been a drawback, but recently plough, harrows, etc., have been at work. [719, 284, 842, 333]
paragraph: The armoured cruisers Minotaur and Monmouth stood by, but heavy seas forced them to put to sea during the night. [456, 791, 580, 816]
personal-paras [141, 415, 263, 842]
paragraph: The Church of England Men's Society held its first annual general meeting in St. Matthew's Schoolroom last evening, before a good attendance of members. The report and balance sheet were read and adopted. The Society now has a membership of twenty-six men, who observe the twofold rule of prayer and work. Members are engaged in active church work, such as visiting, lay readers, Sunday school teachers, choir men, sidesmen, etc. The Society has done good in arousing interest amongst the men as regards Church work. [10, 254, 133, 368]
paragraph: Hack Handicap, 5 furlongs.—Loafera 10.5, First Consul 10.0, Merrie Land 10.0, Miss Sylvia 9.12, Te Utuutu 9.10, Merrie Nat, Seamorty, Mokoia, Summerset, Fieldfare, Merrie Fly, Soman, Egypt, The Flier, Rimu and Vivacci 9.0. [850, 188, 973, 237]
wh-heading: WAIRARAPA HUNT STEEPLECHASE MEETING. [853, 72, 971, 91]
gov-paras [272, 82, 448, 260]
paragraph: By announcement elsewhere it will be seen that a new auctioneering firm has commenced business in Masterton, Messrs Finnegan and Bushell having taken over the well-known auctioneers' business of Messrs J. McQueen and Co., of this town. Both partners hail from the South Island, and being young and energetic, they intend to conduct the business on the most up-to-date lines. Mr Dan Finnegan is very widely known in commercial circles in Dunedin and Christchurch, and he brings with him the reputation of being a popular, capable and highly respected business man. Mr Bushell is also favourably known in Christchurch, where he successfully engaged in business for a considerable time. In a growing and progressive district like this, there is undoubtedly scope for enterprise in auctioneering, as there is in other branches of business. [141, 986, 264, 1165]
paragraph: The motion was carried by 45 to 27. [989, 606, 1094, 615]
bedford-sub2: VESSEL BADLY DAMAGED. [460, 677, 577, 687]
paragraph: Sudbourn Sirdar was a noted prize winner in England, and as a yearling was shown six times, winning two firsts, three reserves, and one second prize. He was imported to New South Wales by Mr R. H. Dangar, the well-known breeder of Suffolks. At a sale held at the Royal Show at Sydney in 1907 six two-year-olds by Sudbourn Sirdar realised the fine average of £187 10s, prices ranging from 115 guineas to 240 guineas. This was such a splendid financial result that it supply proved the high opinion of buyers on the subject of this notice and his stock. [588, 547, 711, 661]
paragraph: I notice that sheepfarmers, especially on the Coast, are most careful with their sheepskins. After such killing the skins are spread out on a wire netting stretcher, on poles, and kept well stretched until thoroughly dry, and then carefully packed away. Skins so treated bring a much higher price than those done on the wire fence, briar bush, etc., and when the difference in £3 to a penny a lb. it behoves the sheepfarmer to go to the small expense of erecting a stretcher. [719, 185, 842, 283]
paragraph: The respondent, in her evidence, said her life was a miserable one, her husband being a drunkard. [272, 690, 448, 707]
auct-heading: AUCTIONEERS' MEMORANDA. [168, 853, 236, 873]
turf-sub: [By "Zetland."] [889, 685, 934, 694]
